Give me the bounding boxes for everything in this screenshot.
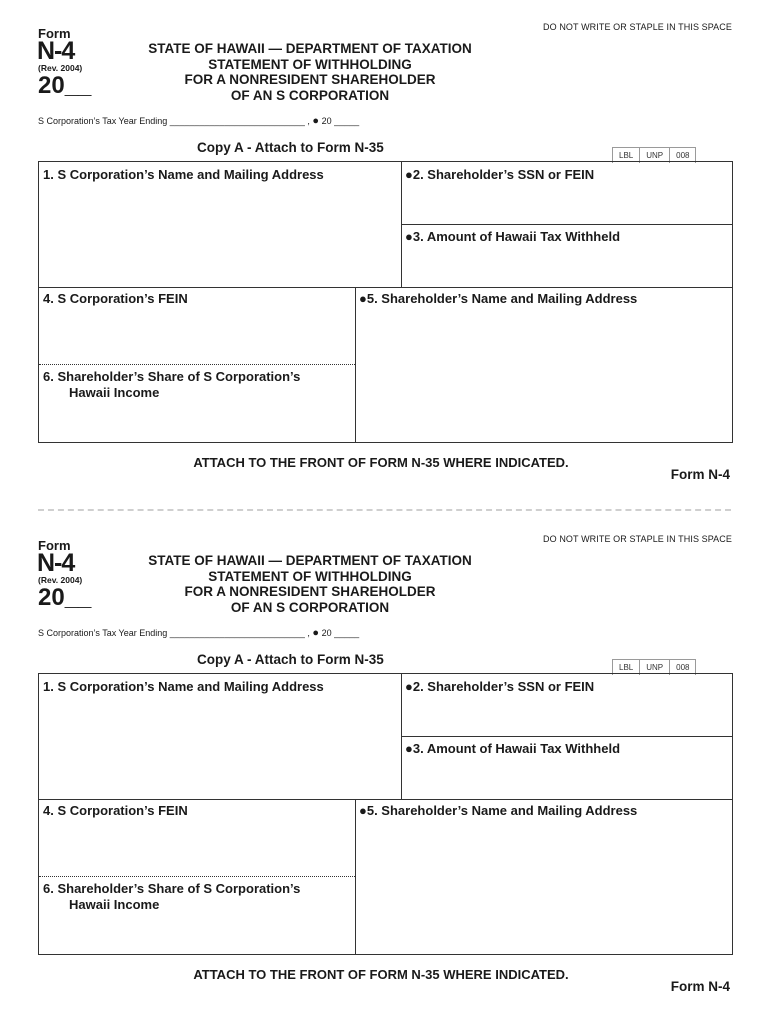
form-number: N-4	[37, 549, 75, 577]
office-code-lbl: LBL	[613, 660, 640, 675]
tax-year-suffix: 20 _____	[321, 116, 360, 126]
footer-form-number: Form N-4	[670, 979, 730, 994]
form-fields-grid	[38, 673, 733, 955]
title-line-4: OF AN S CORPORATION	[230, 599, 390, 615]
tax-year-ending-field[interactable]	[38, 115, 359, 127]
form-number: N-4	[37, 37, 75, 65]
office-code-008: 008	[676, 663, 690, 672]
field-6-shareholder-income[interactable]	[43, 881, 300, 912]
office-code-unp: UNP	[640, 148, 670, 163]
tax-year-suffix: 20 _____	[321, 628, 360, 638]
tax-year-label: S Corporation’s Tax Year Ending ___________________________ ,	[38, 116, 310, 126]
attach-instruction: ATTACH TO THE FRONT OF FORM N-35 WHERE INDICATED.	[193, 967, 569, 982]
cut-line	[38, 509, 731, 511]
office-code-unp: UNP	[640, 660, 670, 675]
divider-line	[355, 287, 356, 442]
field-6-line-2: Hawaii Income	[69, 384, 160, 400]
field-6-line-1: 6. Shareholder’s Share of S Corporation’s	[43, 881, 301, 896]
dotted-divider	[39, 876, 355, 877]
field-1-corp-name-address[interactable]: 1. S Corporation’s Name and Mailing Address	[43, 167, 324, 182]
field-5-shareholder-name-address[interactable]: ●5. Shareholder’s Name and Mailing Address	[359, 803, 638, 818]
divider-line	[39, 799, 732, 800]
tax-year-label: S Corporation’s Tax Year Ending ___________________________ ,	[38, 628, 310, 638]
form-copy-bottom	[0, 512, 770, 1024]
field-2-shareholder-ssn[interactable]: ●2. Shareholder’s SSN or FEIN	[405, 679, 595, 694]
divider-line	[355, 799, 356, 954]
form-revision: (Rev. 2004)	[38, 575, 83, 585]
title-line-1: STATE OF HAWAII — DEPARTMENT OF TAXATION	[148, 553, 472, 568]
divider-line	[401, 224, 732, 225]
title-line-3: FOR A NONRESIDENT SHAREHOLDER	[184, 584, 436, 600]
field-3-tax-withheld[interactable]: ●3. Amount of Hawaii Tax Withheld	[405, 741, 621, 756]
title-line-2: STATEMENT OF WITHHOLDING	[208, 56, 412, 72]
field-2-shareholder-ssn[interactable]: ●2. Shareholder’s SSN or FEIN	[405, 167, 595, 182]
form-revision: (Rev. 2004)	[38, 63, 83, 73]
tax-year-ending-field[interactable]	[38, 627, 359, 639]
title-line-1: STATE OF HAWAII — DEPARTMENT OF TAXATION	[148, 41, 472, 56]
field-1-corp-name-address[interactable]: 1. S Corporation’s Name and Mailing Address	[43, 679, 324, 694]
bullet-icon: ●	[312, 115, 320, 127]
divider-line	[401, 736, 732, 737]
form-year: 20__	[38, 584, 92, 611]
do-not-write-notice: DO NOT WRITE OR STAPLE IN THIS SPACE	[543, 22, 732, 32]
copy-label: Copy A - Attach to Form N-35	[197, 652, 384, 667]
office-code-lbl: LBL	[613, 148, 640, 163]
form-label: Form	[38, 538, 71, 553]
form-title	[110, 41, 510, 103]
title-line-2: STATEMENT OF WITHHOLDING	[208, 568, 412, 584]
form-label: Form	[38, 26, 71, 41]
field-3-tax-withheld[interactable]: ●3. Amount of Hawaii Tax Withheld	[405, 229, 621, 244]
field-6-line-2: Hawaii Income	[69, 896, 160, 912]
form-fields-grid	[38, 161, 733, 443]
field-5-shareholder-name-address[interactable]: ●5. Shareholder’s Name and Mailing Address	[359, 291, 638, 306]
field-6-line-1: 6. Shareholder’s Share of S Corporation’s	[43, 369, 301, 384]
copy-label: Copy A - Attach to Form N-35	[197, 140, 384, 155]
title-line-3: FOR A NONRESIDENT SHAREHOLDER	[184, 72, 436, 88]
form-title	[110, 553, 510, 615]
field-4-corp-fein[interactable]: 4. S Corporation’s FEIN	[43, 803, 188, 818]
footer-form-number: Form N-4	[670, 467, 730, 482]
divider-line	[39, 287, 732, 288]
office-code-008: 008	[676, 151, 690, 160]
field-6-shareholder-income[interactable]	[43, 369, 300, 400]
form-year: 20__	[38, 72, 92, 99]
dotted-divider	[39, 364, 355, 365]
title-line-4: OF AN S CORPORATION	[230, 87, 390, 103]
do-not-write-notice: DO NOT WRITE OR STAPLE IN THIS SPACE	[543, 534, 732, 544]
field-4-corp-fein[interactable]: 4. S Corporation’s FEIN	[43, 291, 188, 306]
bullet-icon: ●	[312, 627, 320, 639]
attach-instruction: ATTACH TO THE FRONT OF FORM N-35 WHERE INDICATED.	[193, 455, 569, 470]
